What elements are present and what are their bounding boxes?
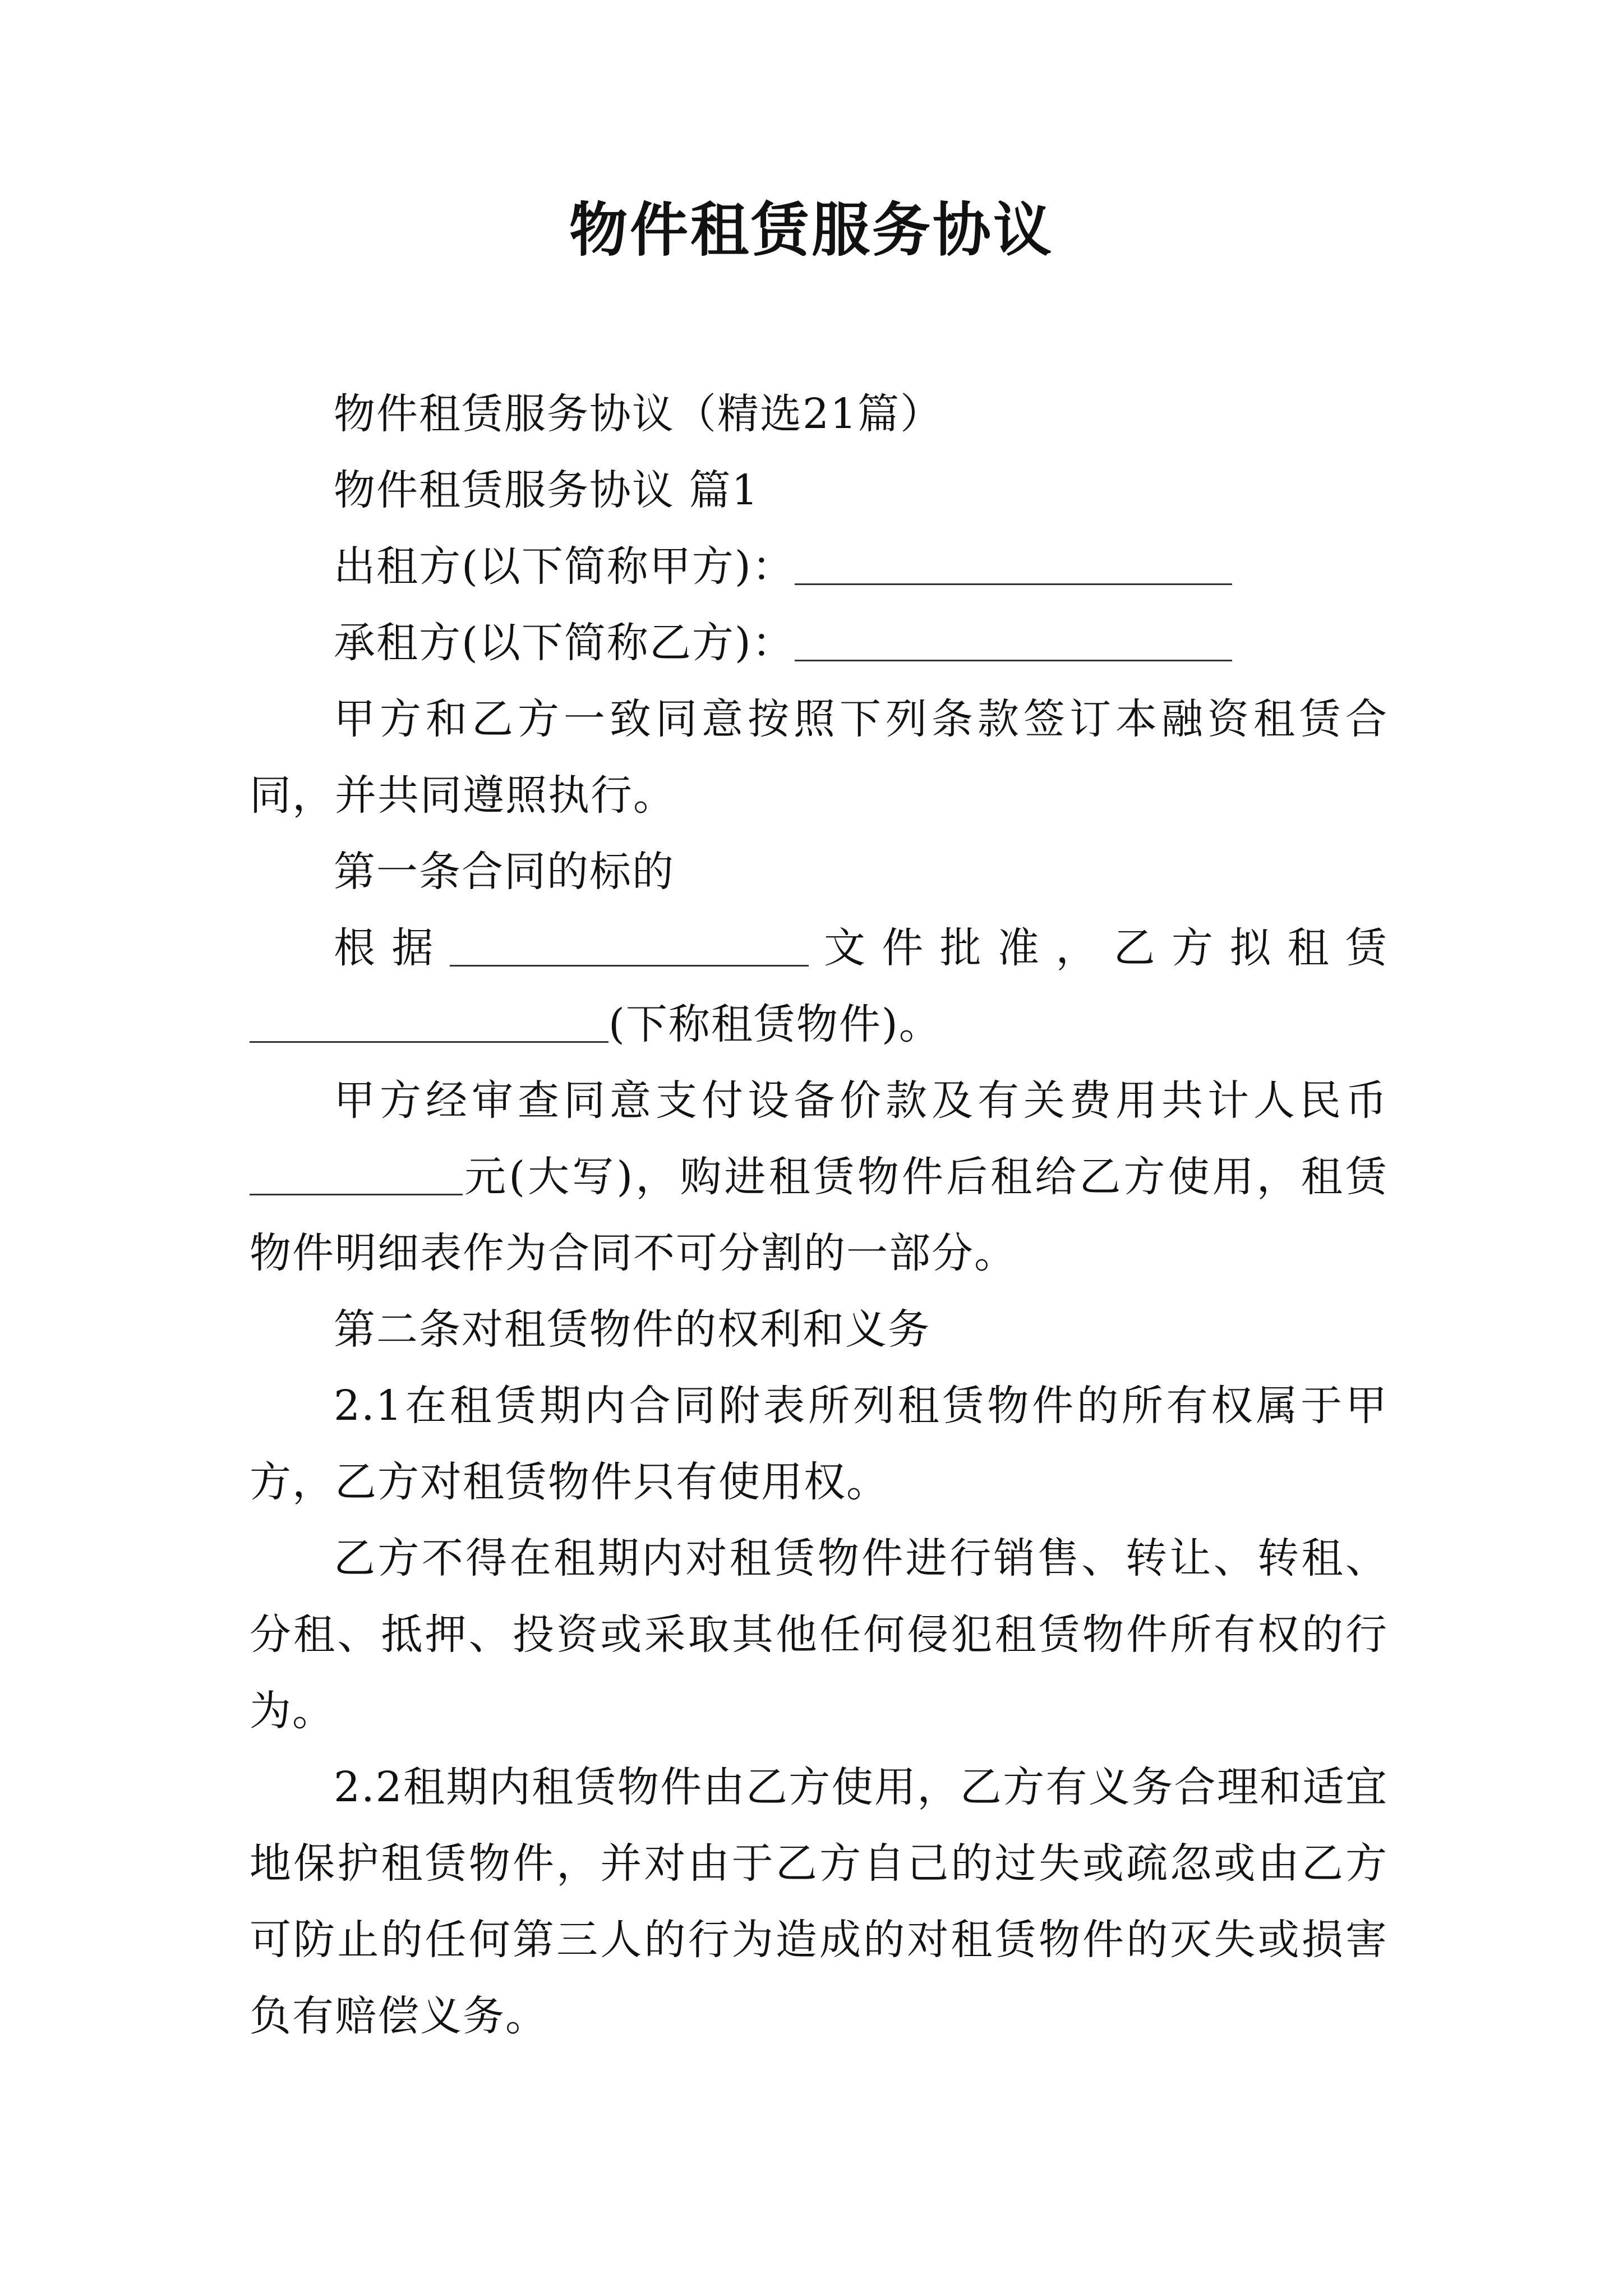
article2-heading: 第二条对租赁物件的权利和义务	[334, 1305, 930, 1354]
article1-p2-text2: 元(大写)，购进租赁物件后租给乙方使用，租赁物件明细表作为合同不可分割的一部分。	[250, 1153, 1388, 1277]
amount-blank	[250, 1154, 463, 1195]
article1-heading: 第一条合同的标的	[334, 848, 675, 896]
article1-paragraph1	[250, 910, 1388, 986]
document-title: 物件租赁服务协议	[569, 195, 1054, 264]
article1-p1-text2: 文件批准，乙方拟租赁	[808, 924, 1389, 972]
clause-2-1: 2.1在租赁期内合同附表所列租赁物件的所有权属于甲方，乙方对租赁物件只有使用权。	[250, 1382, 1388, 1506]
lessee-line	[250, 605, 1388, 681]
intro-paragraph: 甲方和乙方一致同意按照下列条款签订本融资租赁合同，并共同遵照执行。	[250, 695, 1388, 820]
lessor-line	[250, 528, 1388, 605]
lessee-blank-field	[795, 620, 1232, 661]
article1-p1-text1: 根据	[334, 924, 450, 972]
clause-2-1-restriction: 乙方不得在租期内对租赁物件进行销售、转让、转租、分租、抵押、投资或采取其他任何侵犯租赁物件所有权的行为。	[250, 1534, 1388, 1735]
article1-paragraph2	[250, 1062, 1388, 1291]
lessor-label: 出租方(以下简称甲方)：	[334, 542, 795, 591]
clause-2-2: 2.2租期内租赁物件由乙方使用，乙方有义务合理和适宜地保护租赁物件，并对由于乙方自己的过失或疏忽或由乙方可防止的任何第三人的行为造成的对租赁物件的灭失或损害负有赔偿义务。	[250, 1763, 1388, 2040]
section-heading: 物件租赁服务协议 篇1	[334, 466, 759, 514]
lessee-label: 承租方(以下简称乙方)：	[334, 619, 795, 667]
document-subtitle: 物件租赁服务协议（精选21篇）	[334, 390, 943, 438]
article1-p1-text3: (下称租赁物件)。	[608, 1000, 942, 1048]
article1-paragraph1-cont	[250, 986, 1388, 1062]
article1-p2-text1: 甲方经审查同意支付设备价款及有关费用共计人民币	[334, 1076, 1388, 1125]
leased-item-blank	[250, 1002, 608, 1043]
document-body	[250, 376, 1388, 2054]
approval-document-blank	[450, 926, 809, 967]
lessor-blank-field	[795, 544, 1232, 585]
